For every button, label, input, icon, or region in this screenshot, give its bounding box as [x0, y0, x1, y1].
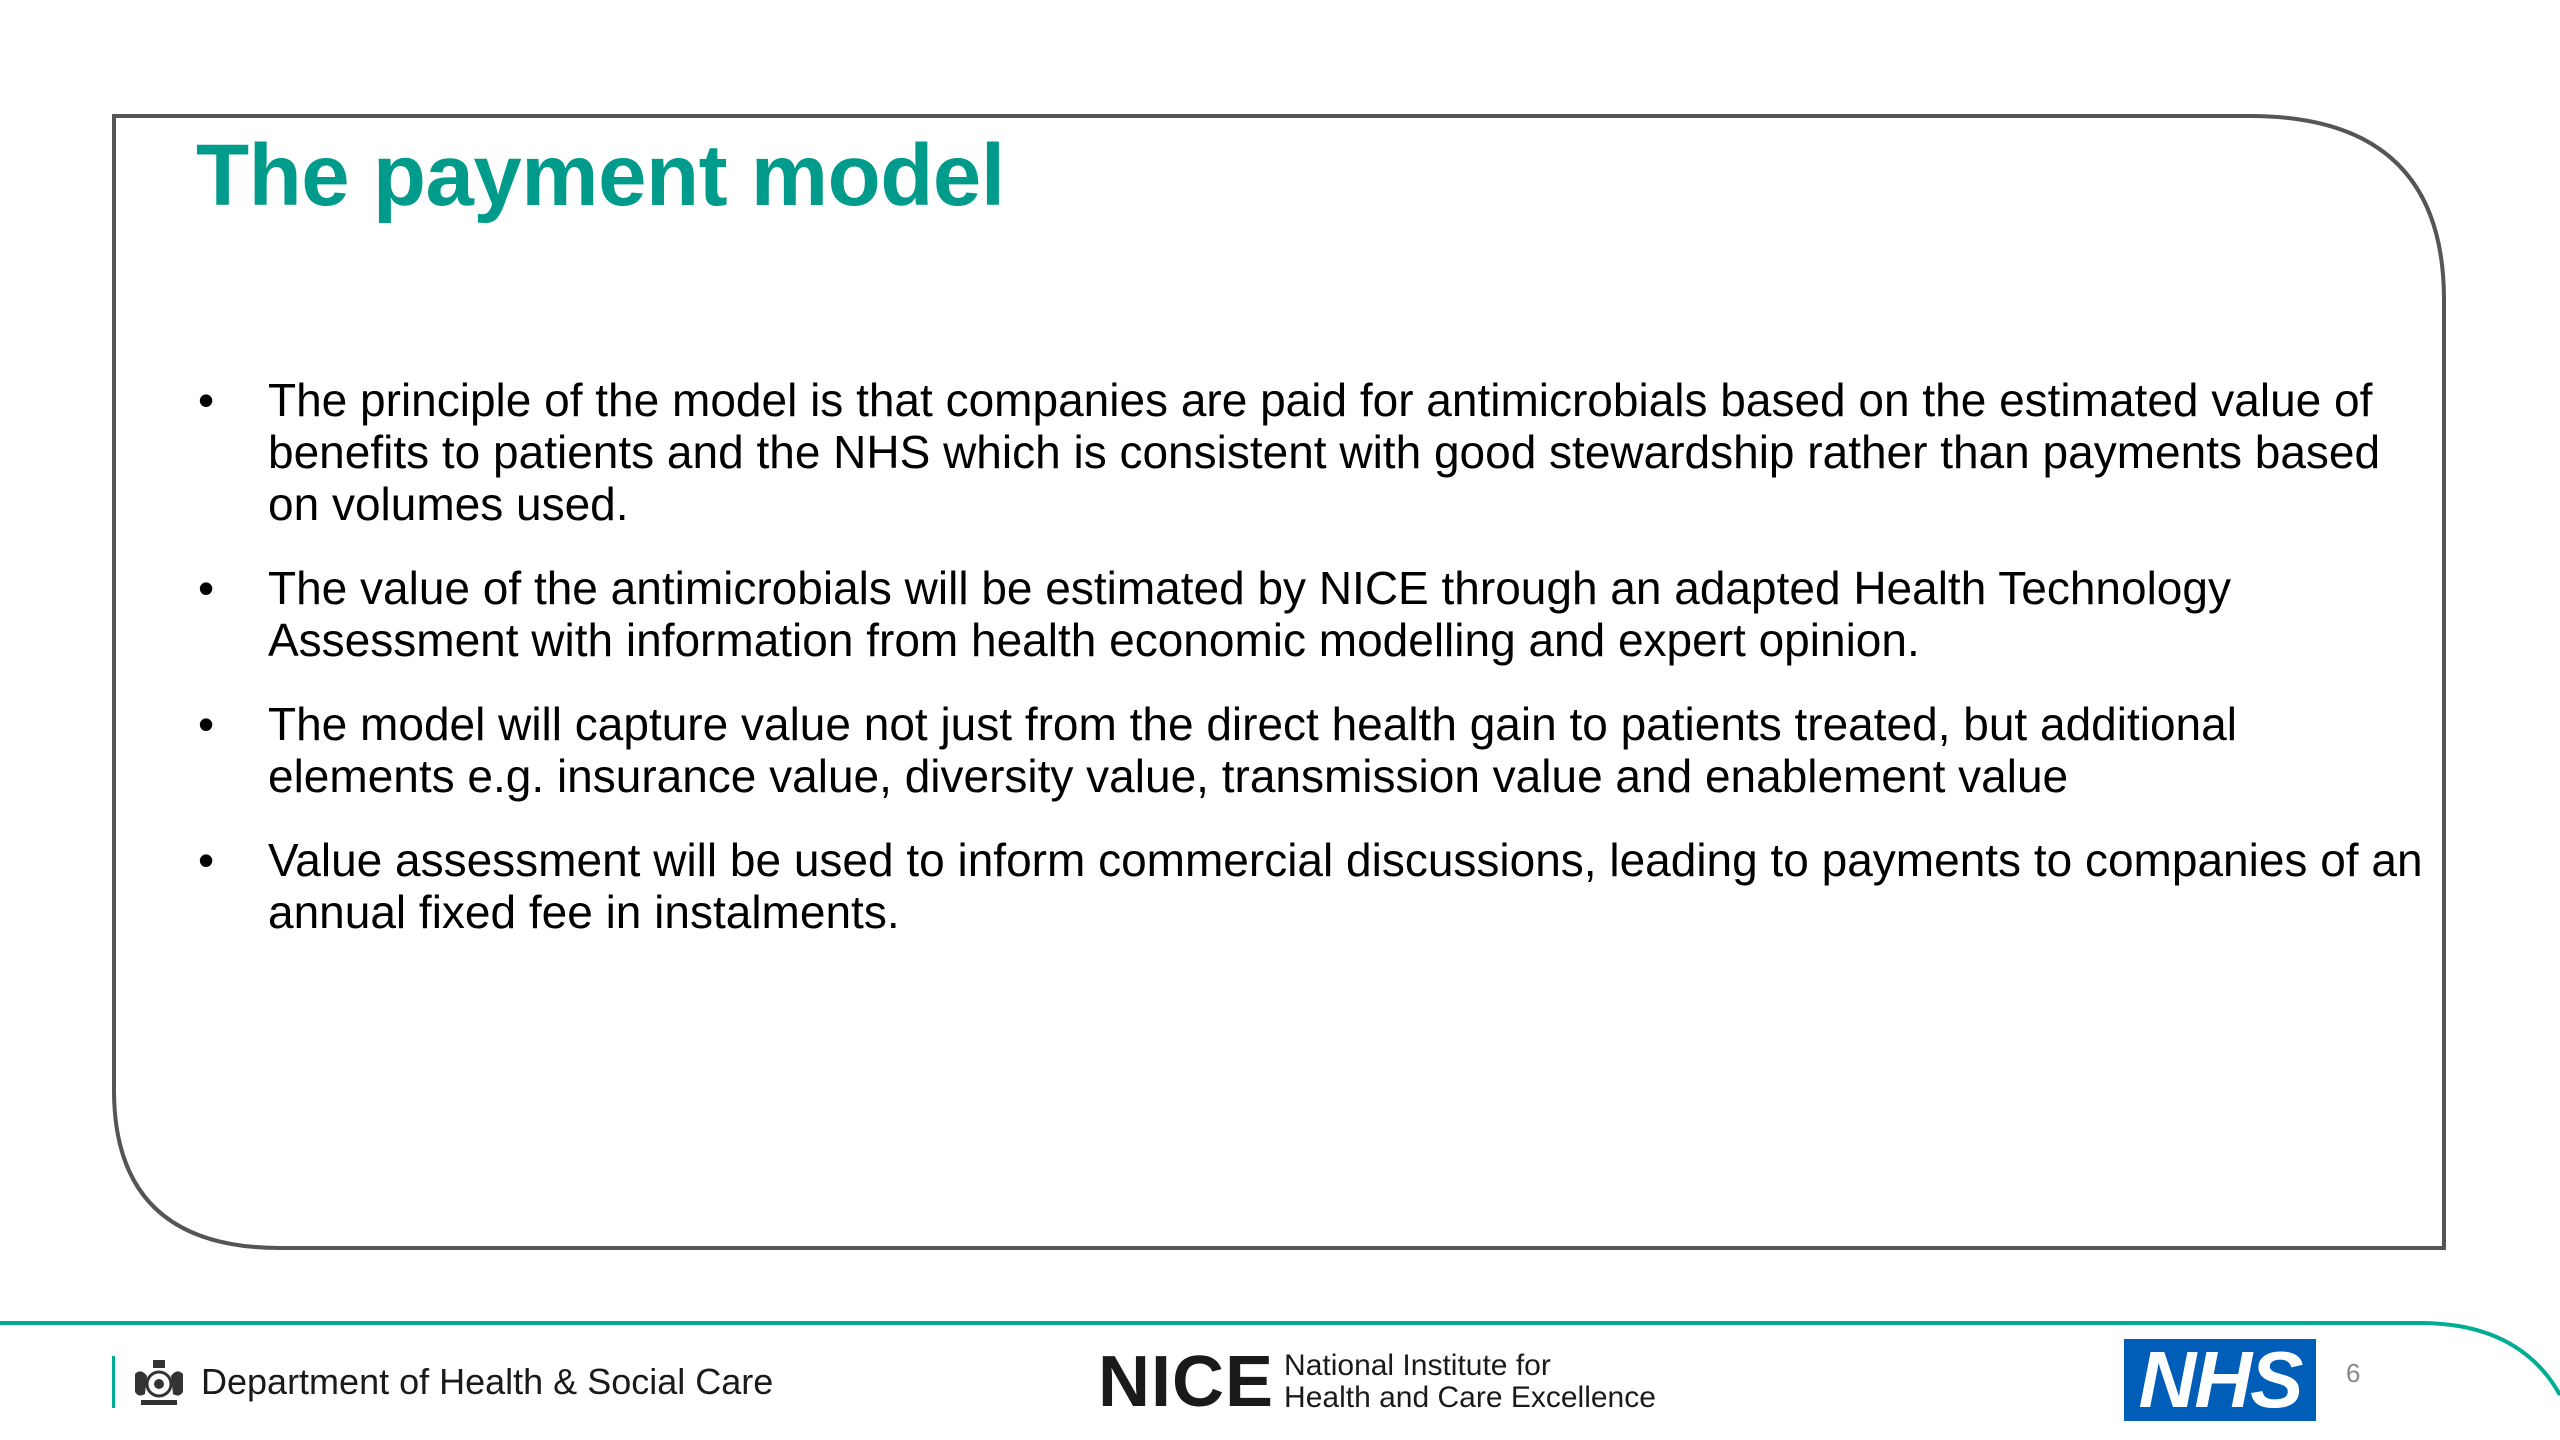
royal-crest-icon [129, 1354, 189, 1410]
bullet-text: Value assessment will be used to inform commercial discussions, leading to payments to companies of an annual fixed fee in instalments. [268, 834, 2423, 938]
nice-subtitle-line-1: National Institute for [1284, 1349, 1551, 1382]
nice-subtitle-line-2: Health and Care Excellence [1284, 1381, 1656, 1414]
bullet-text: The value of the antimicrobials will be estimated by NICE through an adapted Health Technology Assessment with information from health economic modelling and expert opinion. [268, 562, 2231, 666]
dhsc-accent-bar [112, 1356, 115, 1408]
bullet-marker: • [197, 374, 215, 426]
dhsc-label: Department of Health & Social Care [201, 1361, 774, 1402]
bullet-item-1 [196, 374, 2436, 530]
bullet-marker: • [197, 834, 215, 886]
bullet-text: The model will capture value not just from the direct health gain to patients treated, but additional elements e.g. insurance value, diversity value, transmission value and enablement value [268, 698, 2237, 802]
nice-logo [1098, 1344, 1656, 1420]
dhsc-logo [112, 1354, 773, 1410]
bullet-item-2 [196, 562, 2436, 666]
bullet-marker: • [197, 698, 215, 750]
nice-wordmark: NICE [1098, 1342, 1275, 1422]
bullet-text: The principle of the model is that companies are paid for antimicrobials based on the estimated value of benefits to patients and the NHS which is consistent with good stewardship rather than payments based on volumes used. [268, 374, 2381, 530]
nice-subtitle [1284, 1350, 1656, 1414]
bullet-list [196, 374, 2436, 970]
bullet-marker: • [197, 562, 215, 614]
slide-title: The payment model [196, 127, 1005, 224]
page-number: 6 [2346, 1358, 2361, 1388]
bullet-item-4 [196, 834, 2436, 938]
bullet-item-3 [196, 698, 2436, 802]
nhs-logo: NHS [2124, 1339, 2316, 1421]
